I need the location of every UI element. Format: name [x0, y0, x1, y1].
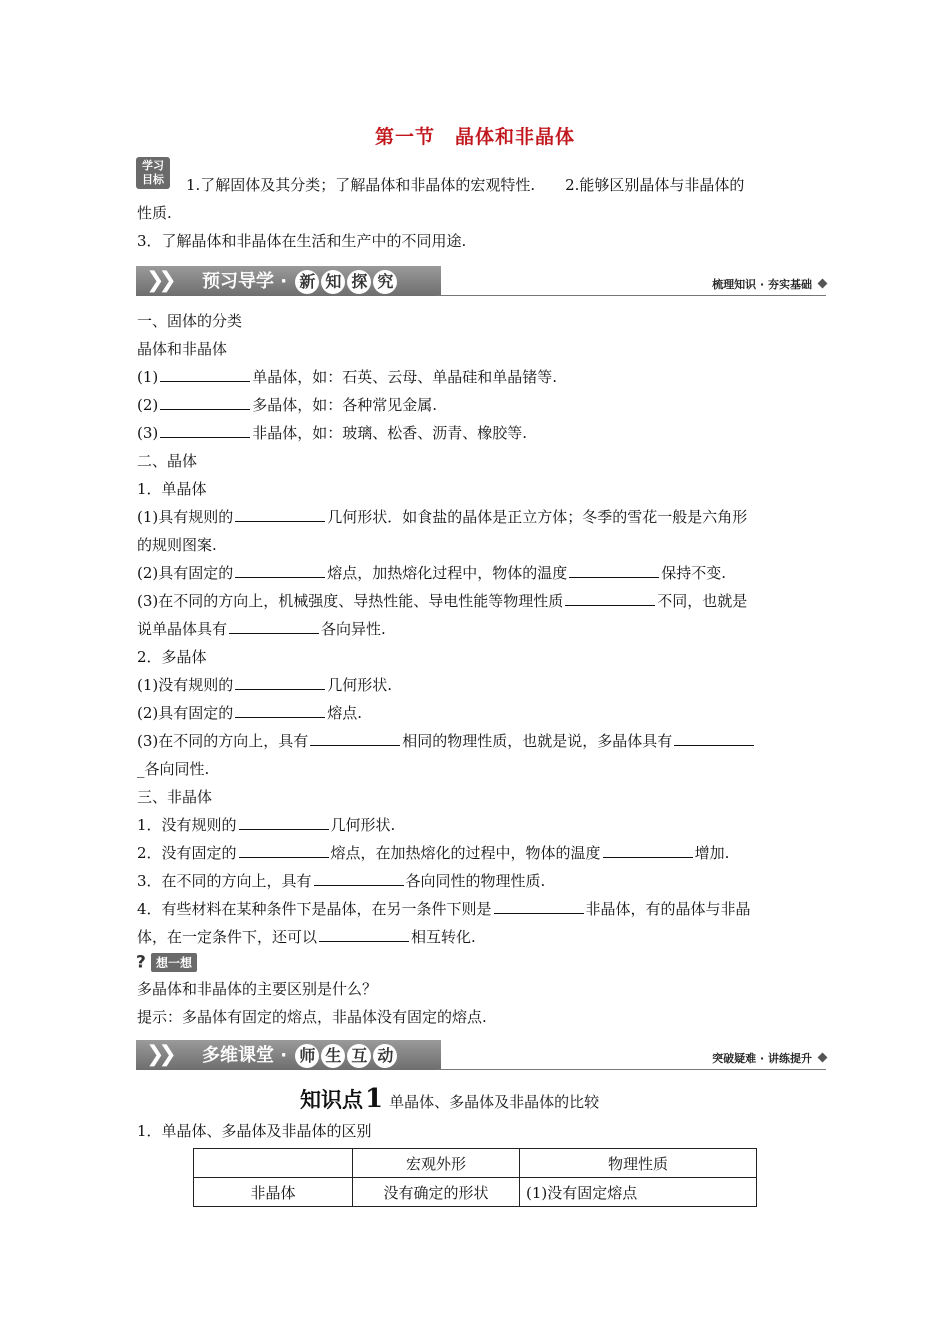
- subheading: 2．多晶体: [137, 648, 207, 666]
- item-line: _各向同性.: [137, 760, 210, 778]
- section-banner-preview: [136, 266, 826, 300]
- double-chevron-icon: ❯❯: [146, 268, 171, 293]
- goal-line-3: 3．了解晶体和非晶体在生活和生产中的不同用途.: [137, 232, 467, 250]
- fill-blank[interactable]: [160, 367, 250, 382]
- banner-pill: 究: [373, 270, 397, 294]
- fill-blank[interactable]: [310, 731, 400, 746]
- page-title: 第一节 晶体和非晶体: [374, 126, 575, 148]
- badge-line-1: 学习: [142, 159, 164, 172]
- subheading: 晶体和非晶体: [137, 340, 228, 358]
- table-row: [194, 1178, 757, 1207]
- banner-dot: ·: [280, 271, 288, 292]
- think-tag: 想一想: [151, 953, 197, 972]
- item-line: (1)没有规则的 几何形状.: [137, 676, 393, 694]
- banner-rule: [436, 295, 826, 296]
- item-line: 2．没有固定的 熔点，在加热熔化的过程中，物体的温度 增加.: [137, 844, 730, 862]
- banner-pill: 知: [321, 270, 345, 294]
- knowledge-point-heading: [300, 1084, 599, 1114]
- section-heading: 一、固体的分类: [137, 312, 243, 330]
- fill-blank[interactable]: [239, 843, 329, 858]
- double-chevron-icon: ❯❯: [146, 1042, 171, 1067]
- item-line: 4．有些材料在某种条件下是晶体，在另一条件下则是 非晶体，有的晶体与非晶: [137, 900, 751, 918]
- banner-title-text: 预习导学: [202, 271, 274, 292]
- fill-blank[interactable]: [235, 675, 325, 690]
- banner-dot: ·: [280, 1045, 288, 1066]
- banner-pill: 互: [347, 1044, 371, 1068]
- banner-rule: [436, 1069, 826, 1070]
- banner-title-text: 多维课堂: [202, 1045, 274, 1066]
- fill-blank[interactable]: [565, 591, 655, 606]
- table-cell: 非晶体: [194, 1178, 353, 1207]
- fill-blank[interactable]: [674, 731, 754, 746]
- banner-subtitle: 突破疑难 · 讲练提升: [712, 1052, 812, 1065]
- table-header-cell: [194, 1149, 353, 1178]
- table-header-cell: 物理性质: [520, 1149, 757, 1178]
- knowledge-point-number: 1: [365, 1084, 384, 1114]
- goal-line-1: 1.了解固体及其分类；了解晶体和非晶体的宏观特性. 2.能够区别晶体与非晶体的: [186, 176, 745, 194]
- diamond-icon: [818, 279, 828, 289]
- table-header-cell: 宏观外形: [353, 1149, 520, 1178]
- fill-blank[interactable]: [319, 927, 409, 942]
- fill-blank[interactable]: [235, 563, 325, 578]
- learning-goal-badge: [136, 157, 170, 189]
- fill-blank[interactable]: [569, 563, 659, 578]
- item-line: (3) 非晶体，如：玻璃、松香、沥青、橡胶等.: [137, 424, 528, 442]
- item-line: (3)在不同的方向上，机械强度、导热性能、导电性能等物理性质 不同，也就是: [137, 592, 748, 610]
- badge-line-2: 目标: [142, 173, 164, 186]
- table-cell: 没有确定的形状: [353, 1178, 520, 1207]
- item-line: 说单晶体具有 各向异性.: [137, 620, 386, 638]
- knowledge-point-topic: 单晶体、多晶体及非晶体的比较: [389, 1093, 600, 1111]
- section-banner-classroom: [136, 1040, 826, 1074]
- item-line: 3．在不同的方向上，具有 各向同性的物理性质.: [137, 872, 546, 890]
- comparison-table: [193, 1148, 757, 1207]
- item-line: (1) 单晶体，如：石英、云母、单晶硅和单晶锗等.: [137, 368, 558, 386]
- think-callout: [136, 952, 197, 973]
- banner-title: [202, 1044, 397, 1068]
- fill-blank[interactable]: [603, 843, 693, 858]
- banner-pill: 生: [321, 1044, 345, 1068]
- table-intro: 1．单晶体、多晶体及非晶体的区别: [137, 1122, 372, 1140]
- item-line: (2) 多晶体，如：各种常见金属.: [137, 396, 438, 414]
- fill-blank[interactable]: [160, 423, 250, 438]
- fill-blank[interactable]: [235, 703, 325, 718]
- fill-blank[interactable]: [235, 507, 325, 522]
- section-heading: 二、晶体: [137, 452, 198, 470]
- think-question: 多晶体和非晶体的主要区别是什么？: [137, 980, 378, 998]
- banner-pill: 动: [373, 1044, 397, 1068]
- fill-blank[interactable]: [494, 899, 584, 914]
- diamond-icon: [818, 1053, 828, 1063]
- banner-pill: 师: [295, 1044, 319, 1068]
- goal-line-2: 性质.: [137, 204, 172, 222]
- banner-pill: 探: [347, 270, 371, 294]
- banner-title: [202, 270, 397, 294]
- item-line: (1)具有规则的 几何形状．如食盐的晶体是正立方体；冬季的雪花一般是六角形: [137, 508, 748, 526]
- section-heading: 三、非晶体: [137, 788, 213, 806]
- knowledge-point-label: 知识点: [300, 1088, 363, 1112]
- item-line: (3)在不同的方向上，具有 相同的物理性质，也就是说，多晶体具有: [137, 731, 756, 751]
- banner-subtitle: 梳理知识 · 夯实基础: [712, 278, 812, 291]
- fill-blank[interactable]: [160, 395, 250, 410]
- item-line: 体，在一定条件下，还可以 相互转化.: [137, 928, 476, 946]
- think-answer: 提示：多晶体有固定的熔点，非晶体没有固定的熔点.: [137, 1008, 487, 1026]
- fill-blank[interactable]: [239, 815, 329, 830]
- item-line: (2)具有固定的 熔点，加热熔化过程中，物体的温度 保持不变.: [137, 564, 727, 582]
- banner-pill: 新: [295, 270, 319, 294]
- subheading: 1．单晶体: [137, 480, 207, 498]
- item-line: (2)具有固定的 熔点.: [137, 704, 363, 722]
- question-mark-icon: ?: [136, 952, 146, 973]
- table-header-row: [194, 1149, 757, 1178]
- fill-blank[interactable]: [314, 871, 404, 886]
- item-line: 1．没有规则的 几何形状.: [137, 816, 396, 834]
- table-cell: (1)没有固定熔点: [520, 1178, 757, 1207]
- fill-blank[interactable]: [229, 619, 319, 634]
- item-line: 的规则图案.: [137, 536, 217, 554]
